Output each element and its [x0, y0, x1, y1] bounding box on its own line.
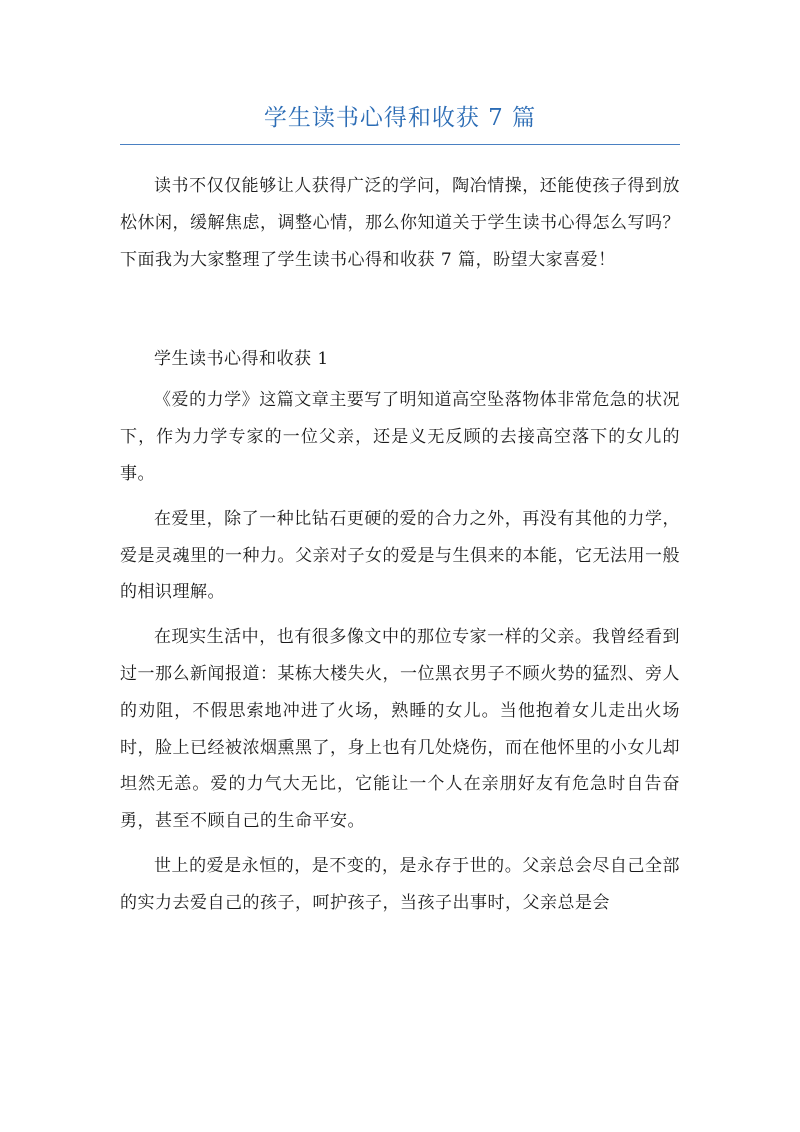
- intro-paragraph: 读书不仅仅能够让人获得广泛的学问，陶冶情操，还能使孩子得到放松休闲，缓解焦虑，调整心情，那么你知道关于学生读书心得怎么写吗？下面我为大家整理了学生读书心得和收获 7 篇，盼望大家喜爱！: [120, 176, 680, 270]
- body-paragraph-4: 世上的爱是永恒的，是不变的，是永存于世的。父亲总会尽自己全部的实力去爱自己的孩子，呵护孩子，当孩子出事时，父亲总是会: [120, 855, 680, 913]
- body-paragraph-2: 在爱里，除了一种比钻石更硬的爱的合力之外，再没有其他的力学，爱是灵魂里的一种力。父亲对子女的爱是与生俱来的本能，它无法用一般的相识理解。: [120, 508, 680, 603]
- section-heading: 学生读书心得和收获 1: [154, 349, 329, 370]
- body-paragraph-1: 《爱的力学》这篇文章主要写了明知道高空坠落物体非常危急的状况下，作为力学专家的一位父亲，还是义无反顾的去接高空落下的女儿的事。: [120, 390, 680, 484]
- title-divider: [120, 144, 680, 145]
- document-title: 学生读书心得和收获 7 篇: [263, 105, 537, 131]
- body-paragraph-3: 在现实生活中，也有很多像文中的那位专家一样的父亲。我曾经看到过一那么新闻报道：某栋大楼失火，一位黑衣男子不顾火势的猛烈、旁人的劝阻，不假思索地冲进了火场，熟睡的女儿。当他抱着女儿走出火场时，脸上已经被浓烟熏黑了，身上也有几处烧伤，而在他怀里的小女儿却坦然无恙。爱的力气大无比，它能让一个人在亲朋好友有危急时自告奋勇，甚至不顾自己的生命平安。: [120, 627, 680, 832]
- document-body: [120, 168, 680, 930]
